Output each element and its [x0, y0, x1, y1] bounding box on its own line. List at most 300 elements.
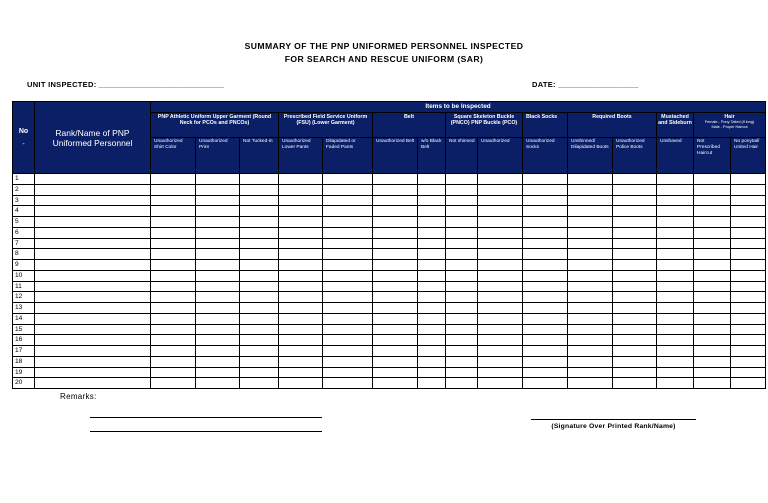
check-cell[interactable]: [657, 217, 694, 228]
check-cell[interactable]: [373, 313, 418, 324]
check-cell[interactable]: [657, 249, 694, 260]
check-cell[interactable]: [151, 324, 196, 335]
check-cell[interactable]: [151, 303, 196, 314]
check-cell[interactable]: [694, 206, 731, 217]
check-cell[interactable]: [694, 281, 731, 292]
check-cell[interactable]: [568, 184, 613, 195]
check-cell[interactable]: [373, 335, 418, 346]
check-cell[interactable]: [418, 195, 446, 206]
rank-name-cell[interactable]: [35, 249, 151, 260]
check-cell[interactable]: [240, 249, 279, 260]
check-cell[interactable]: [196, 238, 240, 249]
check-cell[interactable]: [279, 356, 323, 367]
check-cell[interactable]: [373, 270, 418, 281]
check-cell[interactable]: [731, 313, 766, 324]
check-cell[interactable]: [151, 249, 196, 260]
check-cell[interactable]: [613, 281, 657, 292]
check-cell[interactable]: [568, 378, 613, 389]
rank-name-cell[interactable]: [35, 174, 151, 185]
check-cell[interactable]: [323, 238, 373, 249]
check-cell[interactable]: [279, 184, 323, 195]
check-cell[interactable]: [446, 281, 478, 292]
check-cell[interactable]: [418, 303, 446, 314]
check-cell[interactable]: [568, 313, 613, 324]
check-cell[interactable]: [373, 367, 418, 378]
check-cell[interactable]: [657, 346, 694, 357]
check-cell[interactable]: [279, 313, 323, 324]
check-cell[interactable]: [523, 367, 568, 378]
check-cell[interactable]: [478, 292, 523, 303]
check-cell[interactable]: [373, 174, 418, 185]
check-cell[interactable]: [731, 249, 766, 260]
check-cell[interactable]: [279, 270, 323, 281]
check-cell[interactable]: [279, 217, 323, 228]
check-cell[interactable]: [373, 184, 418, 195]
check-cell[interactable]: [523, 217, 568, 228]
check-cell[interactable]: [613, 367, 657, 378]
check-cell[interactable]: [151, 356, 196, 367]
rank-name-cell[interactable]: [35, 335, 151, 346]
check-cell[interactable]: [523, 227, 568, 238]
check-cell[interactable]: [446, 184, 478, 195]
check-cell[interactable]: [613, 238, 657, 249]
check-cell[interactable]: [196, 281, 240, 292]
check-cell[interactable]: [240, 227, 279, 238]
check-cell[interactable]: [694, 184, 731, 195]
rank-name-cell[interactable]: [35, 217, 151, 228]
check-cell[interactable]: [446, 313, 478, 324]
check-cell[interactable]: [151, 335, 196, 346]
check-cell[interactable]: [523, 281, 568, 292]
check-cell[interactable]: [478, 346, 523, 357]
rank-name-cell[interactable]: [35, 292, 151, 303]
check-cell[interactable]: [373, 260, 418, 271]
check-cell[interactable]: [323, 303, 373, 314]
rank-name-cell[interactable]: [35, 206, 151, 217]
check-cell[interactable]: [478, 249, 523, 260]
rank-name-cell[interactable]: [35, 195, 151, 206]
check-cell[interactable]: [478, 260, 523, 271]
check-cell[interactable]: [418, 367, 446, 378]
check-cell[interactable]: [196, 184, 240, 195]
check-cell[interactable]: [523, 378, 568, 389]
check-cell[interactable]: [657, 281, 694, 292]
rank-name-cell[interactable]: [35, 346, 151, 357]
check-cell[interactable]: [323, 292, 373, 303]
rank-name-cell[interactable]: [35, 356, 151, 367]
check-cell[interactable]: [478, 281, 523, 292]
check-cell[interactable]: [478, 195, 523, 206]
check-cell[interactable]: [731, 378, 766, 389]
check-cell[interactable]: [240, 346, 279, 357]
check-cell[interactable]: [523, 346, 568, 357]
check-cell[interactable]: [613, 313, 657, 324]
check-cell[interactable]: [323, 346, 373, 357]
check-cell[interactable]: [323, 324, 373, 335]
check-cell[interactable]: [694, 346, 731, 357]
check-cell[interactable]: [279, 260, 323, 271]
check-cell[interactable]: [323, 335, 373, 346]
check-cell[interactable]: [240, 292, 279, 303]
check-cell[interactable]: [731, 238, 766, 249]
check-cell[interactable]: [613, 206, 657, 217]
check-cell[interactable]: [694, 238, 731, 249]
check-cell[interactable]: [151, 238, 196, 249]
check-cell[interactable]: [418, 324, 446, 335]
check-cell[interactable]: [446, 238, 478, 249]
check-cell[interactable]: [731, 281, 766, 292]
check-cell[interactable]: [446, 367, 478, 378]
check-cell[interactable]: [478, 174, 523, 185]
check-cell[interactable]: [694, 324, 731, 335]
check-cell[interactable]: [446, 217, 478, 228]
check-cell[interactable]: [731, 227, 766, 238]
check-cell[interactable]: [694, 270, 731, 281]
check-cell[interactable]: [418, 174, 446, 185]
check-cell[interactable]: [418, 292, 446, 303]
check-cell[interactable]: [196, 356, 240, 367]
check-cell[interactable]: [657, 356, 694, 367]
remarks-line-1[interactable]: [90, 417, 322, 418]
check-cell[interactable]: [523, 356, 568, 367]
check-cell[interactable]: [323, 174, 373, 185]
check-cell[interactable]: [613, 378, 657, 389]
check-cell[interactable]: [446, 378, 478, 389]
check-cell[interactable]: [323, 356, 373, 367]
check-cell[interactable]: [240, 184, 279, 195]
check-cell[interactable]: [657, 292, 694, 303]
check-cell[interactable]: [478, 270, 523, 281]
check-cell[interactable]: [568, 346, 613, 357]
check-cell[interactable]: [478, 217, 523, 228]
check-cell[interactable]: [418, 249, 446, 260]
check-cell[interactable]: [151, 206, 196, 217]
check-cell[interactable]: [373, 356, 418, 367]
check-cell[interactable]: [568, 335, 613, 346]
check-cell[interactable]: [279, 346, 323, 357]
check-cell[interactable]: [418, 206, 446, 217]
check-cell[interactable]: [240, 378, 279, 389]
check-cell[interactable]: [731, 195, 766, 206]
check-cell[interactable]: [446, 227, 478, 238]
check-cell[interactable]: [323, 217, 373, 228]
check-cell[interactable]: [323, 195, 373, 206]
check-cell[interactable]: [373, 238, 418, 249]
check-cell[interactable]: [613, 324, 657, 335]
check-cell[interactable]: [323, 378, 373, 389]
check-cell[interactable]: [523, 195, 568, 206]
check-cell[interactable]: [418, 238, 446, 249]
check-cell[interactable]: [568, 249, 613, 260]
check-cell[interactable]: [613, 184, 657, 195]
check-cell[interactable]: [694, 367, 731, 378]
check-cell[interactable]: [731, 206, 766, 217]
check-cell[interactable]: [613, 270, 657, 281]
check-cell[interactable]: [323, 313, 373, 324]
check-cell[interactable]: [240, 281, 279, 292]
check-cell[interactable]: [323, 249, 373, 260]
check-cell[interactable]: [478, 313, 523, 324]
check-cell[interactable]: [523, 270, 568, 281]
check-cell[interactable]: [373, 195, 418, 206]
check-cell[interactable]: [568, 324, 613, 335]
check-cell[interactable]: [568, 281, 613, 292]
check-cell[interactable]: [731, 270, 766, 281]
rank-name-cell[interactable]: [35, 313, 151, 324]
check-cell[interactable]: [613, 356, 657, 367]
check-cell[interactable]: [151, 281, 196, 292]
check-cell[interactable]: [373, 217, 418, 228]
check-cell[interactable]: [568, 292, 613, 303]
check-cell[interactable]: [279, 281, 323, 292]
check-cell[interactable]: [196, 217, 240, 228]
rank-name-cell[interactable]: [35, 367, 151, 378]
check-cell[interactable]: [240, 270, 279, 281]
check-cell[interactable]: [568, 195, 613, 206]
check-cell[interactable]: [240, 303, 279, 314]
check-cell[interactable]: [613, 217, 657, 228]
check-cell[interactable]: [279, 238, 323, 249]
check-cell[interactable]: [613, 346, 657, 357]
check-cell[interactable]: [478, 206, 523, 217]
check-cell[interactable]: [613, 174, 657, 185]
check-cell[interactable]: [523, 184, 568, 195]
check-cell[interactable]: [523, 238, 568, 249]
check-cell[interactable]: [418, 227, 446, 238]
check-cell[interactable]: [418, 335, 446, 346]
check-cell[interactable]: [657, 206, 694, 217]
check-cell[interactable]: [613, 195, 657, 206]
check-cell[interactable]: [694, 378, 731, 389]
check-cell[interactable]: [151, 378, 196, 389]
check-cell[interactable]: [568, 303, 613, 314]
check-cell[interactable]: [446, 303, 478, 314]
check-cell[interactable]: [694, 217, 731, 228]
check-cell[interactable]: [240, 313, 279, 324]
check-cell[interactable]: [694, 227, 731, 238]
check-cell[interactable]: [240, 206, 279, 217]
check-cell[interactable]: [279, 335, 323, 346]
check-cell[interactable]: [657, 238, 694, 249]
check-cell[interactable]: [279, 324, 323, 335]
check-cell[interactable]: [418, 346, 446, 357]
check-cell[interactable]: [418, 260, 446, 271]
date-field[interactable]: DATE: __________________: [532, 80, 639, 89]
check-cell[interactable]: [523, 324, 568, 335]
check-cell[interactable]: [694, 249, 731, 260]
check-cell[interactable]: [196, 324, 240, 335]
check-cell[interactable]: [240, 367, 279, 378]
check-cell[interactable]: [418, 281, 446, 292]
rank-name-cell[interactable]: [35, 324, 151, 335]
check-cell[interactable]: [196, 206, 240, 217]
check-cell[interactable]: [196, 335, 240, 346]
check-cell[interactable]: [373, 303, 418, 314]
check-cell[interactable]: [240, 174, 279, 185]
check-cell[interactable]: [323, 270, 373, 281]
check-cell[interactable]: [731, 217, 766, 228]
check-cell[interactable]: [523, 260, 568, 271]
check-cell[interactable]: [196, 313, 240, 324]
check-cell[interactable]: [613, 292, 657, 303]
check-cell[interactable]: [373, 292, 418, 303]
check-cell[interactable]: [523, 335, 568, 346]
check-cell[interactable]: [613, 335, 657, 346]
check-cell[interactable]: [478, 238, 523, 249]
check-cell[interactable]: [694, 335, 731, 346]
check-cell[interactable]: [279, 227, 323, 238]
check-cell[interactable]: [731, 184, 766, 195]
check-cell[interactable]: [478, 356, 523, 367]
check-cell[interactable]: [657, 227, 694, 238]
check-cell[interactable]: [731, 174, 766, 185]
check-cell[interactable]: [613, 260, 657, 271]
check-cell[interactable]: [323, 184, 373, 195]
unit-inspected-field[interactable]: UNIT INSPECTED: ____________________________: [27, 80, 225, 89]
check-cell[interactable]: [418, 313, 446, 324]
check-cell[interactable]: [279, 195, 323, 206]
check-cell[interactable]: [478, 378, 523, 389]
check-cell[interactable]: [446, 270, 478, 281]
check-cell[interactable]: [151, 217, 196, 228]
check-cell[interactable]: [151, 313, 196, 324]
check-cell[interactable]: [446, 174, 478, 185]
check-cell[interactable]: [694, 313, 731, 324]
check-cell[interactable]: [373, 206, 418, 217]
check-cell[interactable]: [196, 346, 240, 357]
check-cell[interactable]: [523, 206, 568, 217]
check-cell[interactable]: [240, 260, 279, 271]
check-cell[interactable]: [323, 367, 373, 378]
check-cell[interactable]: [523, 313, 568, 324]
check-cell[interactable]: [523, 292, 568, 303]
check-cell[interactable]: [446, 346, 478, 357]
check-cell[interactable]: [478, 367, 523, 378]
check-cell[interactable]: [568, 206, 613, 217]
check-cell[interactable]: [731, 292, 766, 303]
check-cell[interactable]: [151, 292, 196, 303]
check-cell[interactable]: [446, 260, 478, 271]
check-cell[interactable]: [657, 367, 694, 378]
check-cell[interactable]: [373, 378, 418, 389]
check-cell[interactable]: [151, 270, 196, 281]
rank-name-cell[interactable]: [35, 260, 151, 271]
check-cell[interactable]: [731, 346, 766, 357]
check-cell[interactable]: [613, 227, 657, 238]
check-cell[interactable]: [657, 260, 694, 271]
rank-name-cell[interactable]: [35, 378, 151, 389]
check-cell[interactable]: [568, 238, 613, 249]
check-cell[interactable]: [731, 356, 766, 367]
check-cell[interactable]: [568, 270, 613, 281]
check-cell[interactable]: [196, 292, 240, 303]
check-cell[interactable]: [613, 303, 657, 314]
check-cell[interactable]: [240, 238, 279, 249]
check-cell[interactable]: [478, 303, 523, 314]
check-cell[interactable]: [418, 356, 446, 367]
check-cell[interactable]: [568, 227, 613, 238]
check-cell[interactable]: [196, 227, 240, 238]
check-cell[interactable]: [731, 324, 766, 335]
check-cell[interactable]: [196, 367, 240, 378]
remarks-line-2[interactable]: [90, 431, 322, 432]
rank-name-cell[interactable]: [35, 184, 151, 195]
check-cell[interactable]: [151, 184, 196, 195]
check-cell[interactable]: [323, 260, 373, 271]
check-cell[interactable]: [446, 206, 478, 217]
check-cell[interactable]: [373, 346, 418, 357]
check-cell[interactable]: [240, 356, 279, 367]
check-cell[interactable]: [657, 270, 694, 281]
check-cell[interactable]: [523, 174, 568, 185]
rank-name-cell[interactable]: [35, 270, 151, 281]
check-cell[interactable]: [240, 217, 279, 228]
check-cell[interactable]: [731, 367, 766, 378]
check-cell[interactable]: [694, 356, 731, 367]
check-cell[interactable]: [446, 292, 478, 303]
check-cell[interactable]: [568, 260, 613, 271]
rank-name-cell[interactable]: [35, 227, 151, 238]
check-cell[interactable]: [657, 174, 694, 185]
check-cell[interactable]: [373, 227, 418, 238]
check-cell[interactable]: [196, 195, 240, 206]
check-cell[interactable]: [478, 335, 523, 346]
check-cell[interactable]: [731, 260, 766, 271]
check-cell[interactable]: [694, 303, 731, 314]
check-cell[interactable]: [613, 249, 657, 260]
check-cell[interactable]: [373, 324, 418, 335]
check-cell[interactable]: [279, 206, 323, 217]
check-cell[interactable]: [279, 249, 323, 260]
check-cell[interactable]: [323, 206, 373, 217]
check-cell[interactable]: [323, 227, 373, 238]
check-cell[interactable]: [151, 346, 196, 357]
check-cell[interactable]: [694, 260, 731, 271]
check-cell[interactable]: [446, 195, 478, 206]
check-cell[interactable]: [418, 217, 446, 228]
check-cell[interactable]: [694, 195, 731, 206]
check-cell[interactable]: [657, 195, 694, 206]
check-cell[interactable]: [373, 281, 418, 292]
check-cell[interactable]: [657, 184, 694, 195]
check-cell[interactable]: [240, 324, 279, 335]
check-cell[interactable]: [279, 367, 323, 378]
check-cell[interactable]: [657, 313, 694, 324]
check-cell[interactable]: [151, 260, 196, 271]
check-cell[interactable]: [151, 227, 196, 238]
check-cell[interactable]: [446, 249, 478, 260]
check-cell[interactable]: [694, 292, 731, 303]
check-cell[interactable]: [196, 174, 240, 185]
check-cell[interactable]: [418, 184, 446, 195]
check-cell[interactable]: [568, 217, 613, 228]
check-cell[interactable]: [196, 249, 240, 260]
check-cell[interactable]: [151, 195, 196, 206]
check-cell[interactable]: [418, 270, 446, 281]
check-cell[interactable]: [568, 356, 613, 367]
check-cell[interactable]: [657, 303, 694, 314]
check-cell[interactable]: [523, 249, 568, 260]
check-cell[interactable]: [568, 367, 613, 378]
check-cell[interactable]: [151, 174, 196, 185]
check-cell[interactable]: [731, 303, 766, 314]
check-cell[interactable]: [279, 303, 323, 314]
check-cell[interactable]: [731, 335, 766, 346]
check-cell[interactable]: [418, 378, 446, 389]
check-cell[interactable]: [478, 227, 523, 238]
check-cell[interactable]: [657, 335, 694, 346]
check-cell[interactable]: [523, 303, 568, 314]
